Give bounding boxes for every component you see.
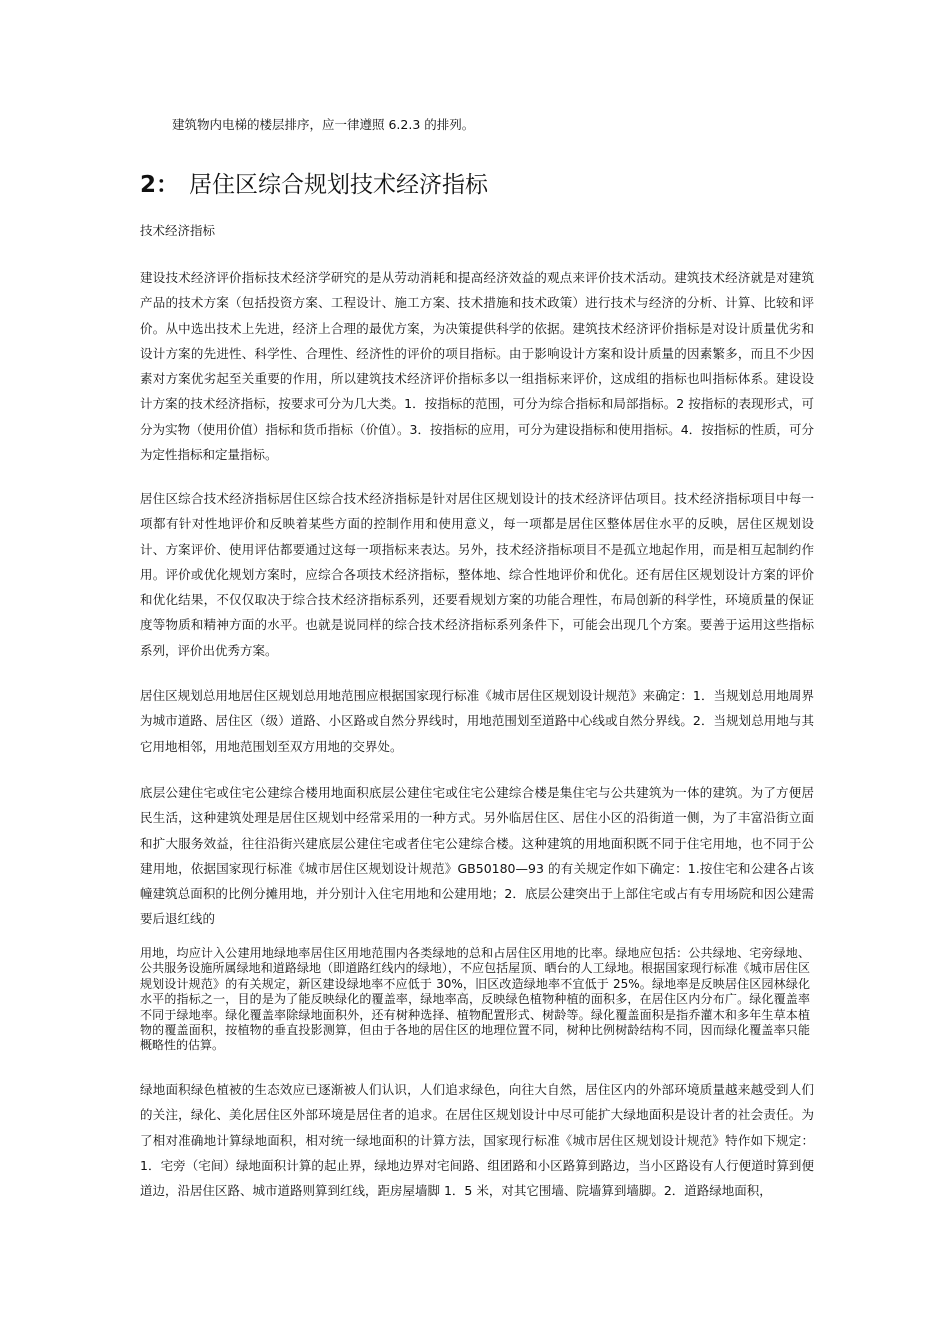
- paragraph-technical-economic-indicators: 建设技术经济评价指标技术经济学研究的是从劳动消耗和提高经济效益的观点来评价技术活动。建筑技术经济就是对建筑产品的技术方案（包括投资方案、工程设计、施工方案、技术措施和技术政策）进行技术与经济的分析、计算、比较和评价。从中选出技术上先进，经济上合理的最优方案，为决策提供科学的依据。建筑技术经济评价指标是对设计质量优劣和设计方案的先进性、科学性、合理性、经济性的评价的项目指标。由于影响设计方案和设计质量的因素繁多，而且不少因素对方案优劣起至关重要的作用，所以建筑技术经济评价指标多以一组指标来评价，这成组的指标也叫指标体系。建设设计方案的技术经济指标，按要求可分为几大类。1．按指标的范围，可分为综合指标和局部指标。2 按指标的表现形式，可分为实物（使用价值）指标和货币指标（价值）。3．按指标的应用，可分为建设指标和使用指标。4．按指标的性质，可分为定性指标和定量指标。: [140, 270, 814, 463]
- paragraph-total-planning-land: 居住区规划总用地居住区规划总用地范围应根据国家现行标准《城市居住区规划设计规范》来确定：1．当规划总用地周界为城市道路、居住区（级）道路、小区路或自然分界线时，用地范围划至道路中心线或自然分界线。2．当规划总用地与其它用地相邻，用地范围划至双方用地的交界处。: [140, 688, 814, 754]
- paragraph-green-ratio: 用地，均应计入公建用地绿地率居住区用地范围内各类绿地的总和占居住区用地的比率。绿地应包括：公共绿地、宅旁绿地、公共服务设施所属绿地和道路绿地（即道路红线内的绿地），不应包括屋顶、晒台的人工绿地。根据国家现行标准《城市居住区规划设计规范》的有关规定，新区建设绿地率不应低于 30%，旧区改造绿地率不宜低于 25%。绿地率是反映居住区园林绿化水平的指标之一，目的是为了能反映绿化的覆盖率，绿地率高，反映绿色植物种植的面积多，在居住区内分布广。绿化覆盖率不同于绿地率。绿化覆盖率除绿地面积外，还有树种选择、植物配置形式、树龄等。绿化覆盖面积是指乔灌木和多年生草本植物的覆盖面积，按植物的垂直投影测算，但由于各地的居住区的地理位置不同，树种比例树龄结构不同，因而绿化覆盖率只能概略性的估算。: [140, 946, 810, 1053]
- section-title: 居住区综合规划技术经济指标: [189, 172, 489, 198]
- intro-text: 建筑物内电梯的楼层排序，应一律遵照 6.2.3 的排列。: [172, 117, 475, 132]
- section-heading: [140, 168, 488, 202]
- paragraph-green-area: 绿地面积绿色植被的生态效应已逐渐被人们认识，人们追求绿色，向往大自然，居住区内的外部环境质量越来越受到人们的关注，绿化、美化居住区外部环境是居住者的追求。在居住区规划设计中尽可能扩大绿地面积是设计者的社会责任。为了相对准确地计算绿地面积，相对统一绿地面积的计算方法，国家现行标准《城市居住区规划设计规范》特作如下规定：1．宅旁（宅间）绿地面积计算的起止界，绿地边界对宅间路、组团路和小区路算到路边，当小区路设有人行便道时算到便道边，沿居住区路、城市道路则算到红线，距房屋墙脚 1．5 米，对其它围墙、院墙算到墙脚。2．道路绿地面积，: [140, 1082, 814, 1199]
- paragraph-residential-comprehensive-indicators: 居住区综合技术经济指标居住区综合技术经济指标是针对居住区规划设计的技术经济评估项目。技术经济指标项目中每一项都有针对性地评价和反映着某些方面的控制作用和使用意义，每一项都是居住区整体居住水平的反映，居住区规划设计、方案评价、使用评估都要通过这每一项指标来表达。另外，技术经济指标项目不是孤立地起作用，而是相互起制约作用。评价或优化规划方案时，应综合各项技术经济指标，整体地、综合性地评价和优化。还有居住区规划设计方案的评价和优化结果，不仅仅取决于综合技术经济指标系列，还要看规划方案的功能合理性，布局创新的科学性，环境质量的保证度等物质和精神方面的水平。也就是说同样的综合技术经济指标系列条件下，可能会出现几个方案。要善于运用这些指标系列，评价出优秀方案。: [140, 491, 814, 658]
- section-number: 2：: [140, 172, 180, 198]
- paragraph-ground-floor-public-building: 底层公建住宅或住宅公建综合楼用地面积底层公建住宅或住宅公建综合楼是集住宅与公共建筑为一体的建筑。为了方便居民生活，这种建筑处理是居住区规划中经常采用的一种方式。另外临居住区、居住小区的沿街道一侧，为了丰富沿街立面和扩大服务效益，往往沿街兴建底层公建住宅或者住宅公建综合楼。这种建筑的用地面积既不同于住宅用地，也不同于公建用地，依据国家现行标准《城市居住区规划设计规范》GB50180—93 的有关规定作如下确定：1.按住宅和公建各占该幢建筑总面积的比例分摊用地，并分别计入住宅用地和公建用地；2．底层公建突出于上部住宅或占有专用场院和因公建需要后退红线的: [140, 785, 814, 927]
- subheading: 技术经济指标: [140, 223, 216, 238]
